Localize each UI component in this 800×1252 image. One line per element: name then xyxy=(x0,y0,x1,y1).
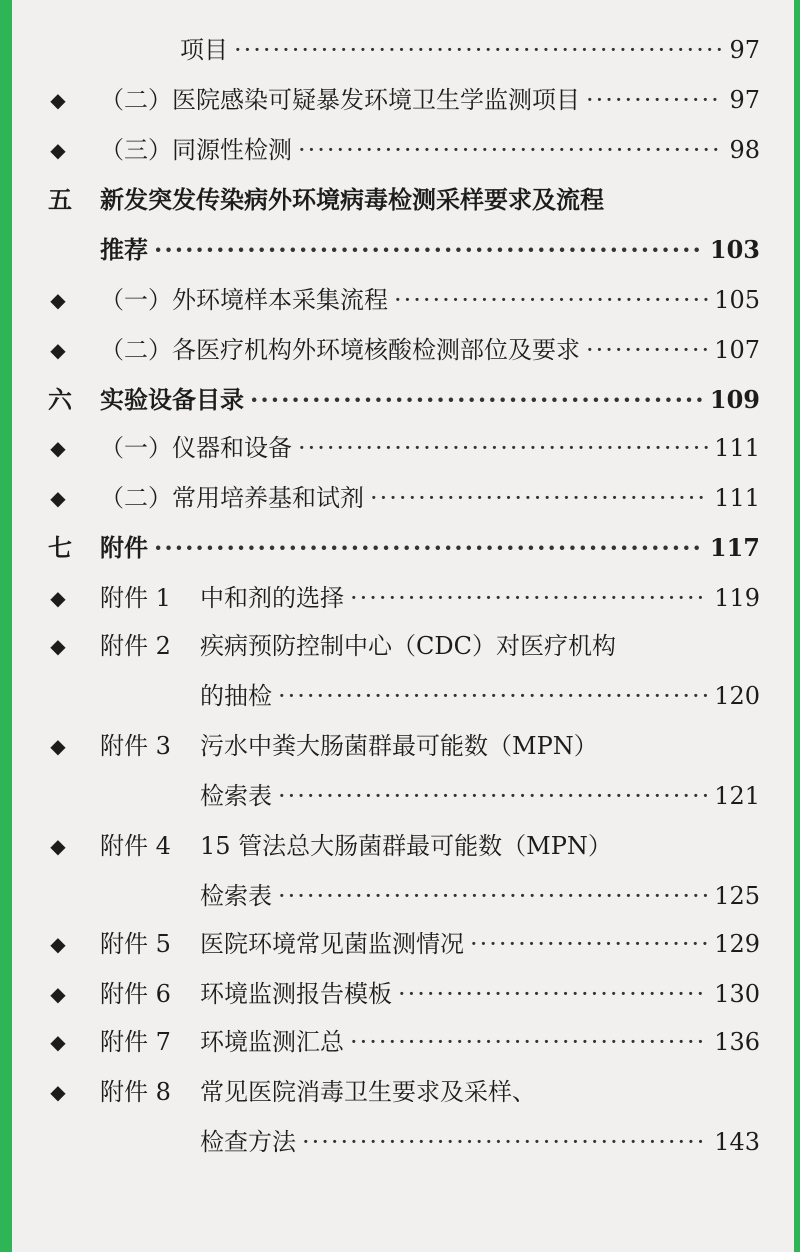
toc-entry[interactable] xyxy=(0,30,800,70)
toc-entry[interactable] xyxy=(0,1072,800,1112)
toc-entry[interactable] xyxy=(0,80,800,120)
toc-entry[interactable] xyxy=(0,974,800,1014)
dot-leader xyxy=(278,676,708,716)
toc-title: 项目 xyxy=(180,36,228,64)
attachment-label: 附件 5 xyxy=(100,930,171,958)
toc-line xyxy=(100,280,760,320)
attachment-label: 附件 3 xyxy=(100,732,171,760)
toc-entry[interactable] xyxy=(0,826,800,866)
toc-line xyxy=(200,626,760,666)
diamond-bullet-icon: ◆ xyxy=(50,1080,66,1104)
toc-title: 医院环境常见菌监测情况 xyxy=(200,930,464,958)
toc-title: 15 管法总大肠菌群最可能数（MPN） xyxy=(200,832,612,860)
toc-entry[interactable] xyxy=(0,1122,800,1162)
diamond-bullet-icon: ◆ xyxy=(50,734,66,758)
toc-title: （一）外环境样本采集流程 xyxy=(100,286,388,314)
toc-line xyxy=(100,428,760,468)
page-number: 117 xyxy=(709,533,760,562)
toc-line xyxy=(200,726,760,766)
toc-title: 实验设备目录 xyxy=(100,385,244,414)
toc-line xyxy=(100,478,760,518)
toc-line xyxy=(200,1122,760,1162)
toc-title: 常见医院消毒卫生要求及采样、 xyxy=(200,1078,536,1106)
dot-leader xyxy=(394,280,708,320)
toc-line xyxy=(100,380,760,420)
toc-title: 环境监测汇总 xyxy=(200,1028,344,1056)
page-number: 98 xyxy=(729,136,760,164)
toc-title: （二）医院感染可疑暴发环境卫生学监测项目 xyxy=(100,86,580,114)
toc-title: 推荐 xyxy=(100,235,148,264)
toc-line xyxy=(200,826,760,866)
page-number: 121 xyxy=(714,782,760,810)
dot-leader xyxy=(302,1122,708,1162)
toc-title: 污水中粪大肠菌群最可能数（MPN） xyxy=(200,732,598,760)
toc-title: （二）常用培养基和试剂 xyxy=(100,484,364,512)
toc-entry[interactable] xyxy=(0,924,800,964)
toc-entry[interactable] xyxy=(0,380,800,420)
attachment-label: 附件 7 xyxy=(100,1028,171,1056)
dot-leader xyxy=(298,130,723,170)
toc-entry[interactable] xyxy=(0,330,800,370)
diamond-bullet-icon: ◆ xyxy=(50,634,66,658)
toc-line xyxy=(200,1072,760,1112)
diamond-bullet-icon: ◆ xyxy=(50,486,66,510)
dot-leader xyxy=(370,478,708,518)
page-number: 105 xyxy=(714,286,760,314)
toc-entry[interactable] xyxy=(0,130,800,170)
toc-title: 疾病预防控制中心（CDC）对医疗机构 xyxy=(200,632,616,660)
toc-entry[interactable] xyxy=(0,528,800,568)
toc-title: 检索表 xyxy=(200,782,272,810)
dot-leader xyxy=(350,578,708,618)
toc-line xyxy=(100,528,760,568)
attachment-label: 附件 4 xyxy=(100,832,171,860)
diamond-bullet-icon: ◆ xyxy=(50,138,66,162)
page-number: 111 xyxy=(714,434,760,462)
toc-entry[interactable] xyxy=(0,578,800,618)
toc-title: 的抽检 xyxy=(200,682,272,710)
toc-line xyxy=(200,1022,760,1062)
chapter-number: 五 xyxy=(48,185,72,214)
attachment-label: 附件 2 xyxy=(100,632,171,660)
dot-leader xyxy=(234,30,723,70)
page-number: 107 xyxy=(714,336,760,364)
toc-entry[interactable] xyxy=(0,1022,800,1062)
chapter-number: 六 xyxy=(48,385,72,414)
dot-leader xyxy=(250,380,704,420)
toc-title: 检查方法 xyxy=(200,1128,296,1156)
page-number: 119 xyxy=(714,584,760,612)
dot-leader xyxy=(586,80,723,120)
diamond-bullet-icon: ◆ xyxy=(50,436,66,460)
dot-leader xyxy=(278,876,708,916)
toc-line xyxy=(100,180,760,220)
toc-entry[interactable] xyxy=(0,876,800,916)
toc-line xyxy=(200,776,760,816)
toc-entry[interactable] xyxy=(0,180,800,220)
toc-line xyxy=(200,974,760,1014)
toc-line xyxy=(100,330,760,370)
diamond-bullet-icon: ◆ xyxy=(50,1030,66,1054)
chapter-number: 七 xyxy=(48,533,72,562)
toc-line xyxy=(100,130,760,170)
toc-title: （一）仪器和设备 xyxy=(100,434,292,462)
toc-line xyxy=(180,30,760,70)
dot-leader xyxy=(154,230,704,270)
toc-title: （二）各医疗机构外环境核酸检测部位及要求 xyxy=(100,336,580,364)
toc-entry[interactable] xyxy=(0,428,800,468)
page-number: 125 xyxy=(714,882,760,910)
toc-line xyxy=(200,676,760,716)
page-number: 120 xyxy=(714,682,760,710)
toc-entry[interactable] xyxy=(0,478,800,518)
diamond-bullet-icon: ◆ xyxy=(50,586,66,610)
page-number: 109 xyxy=(709,385,760,414)
toc-line xyxy=(200,924,760,964)
toc-line xyxy=(100,80,760,120)
toc-title: 中和剂的选择 xyxy=(200,584,344,612)
diamond-bullet-icon: ◆ xyxy=(50,932,66,956)
diamond-bullet-icon: ◆ xyxy=(50,338,66,362)
page-number: 103 xyxy=(709,235,760,264)
page-number: 97 xyxy=(729,86,760,114)
toc-entry[interactable] xyxy=(0,726,800,766)
dot-leader xyxy=(278,776,708,816)
diamond-bullet-icon: ◆ xyxy=(50,982,66,1006)
attachment-label: 附件 8 xyxy=(100,1078,171,1106)
dot-leader xyxy=(154,528,704,568)
dot-leader xyxy=(298,428,708,468)
toc-entry[interactable] xyxy=(0,676,800,716)
toc-line xyxy=(100,230,760,270)
page-number: 143 xyxy=(714,1128,760,1156)
page-number: 129 xyxy=(714,930,760,958)
page-number: 111 xyxy=(714,484,760,512)
diamond-bullet-icon: ◆ xyxy=(50,834,66,858)
toc-entry[interactable] xyxy=(0,280,800,320)
toc-title: （三）同源性检测 xyxy=(100,136,292,164)
page-number: 136 xyxy=(714,1028,760,1056)
attachment-label: 附件 6 xyxy=(100,980,171,1008)
dot-leader xyxy=(586,330,708,370)
diamond-bullet-icon: ◆ xyxy=(50,88,66,112)
toc-line xyxy=(200,876,760,916)
toc-entry[interactable] xyxy=(0,230,800,270)
dot-leader xyxy=(398,974,708,1014)
toc-entry[interactable] xyxy=(0,626,800,666)
toc-title: 检索表 xyxy=(200,882,272,910)
toc-title: 环境监测报告模板 xyxy=(200,980,392,1008)
attachment-label: 附件 1 xyxy=(100,584,171,612)
toc-entry[interactable] xyxy=(0,776,800,816)
toc-line xyxy=(200,578,760,618)
page-number: 130 xyxy=(714,980,760,1008)
toc-title: 附件 xyxy=(100,533,148,562)
dot-leader xyxy=(350,1022,708,1062)
diamond-bullet-icon: ◆ xyxy=(50,288,66,312)
dot-leader xyxy=(470,924,708,964)
page-number: 97 xyxy=(729,36,760,64)
toc-title: 新发突发传染病外环境病毒检测采样要求及流程 xyxy=(100,185,604,214)
